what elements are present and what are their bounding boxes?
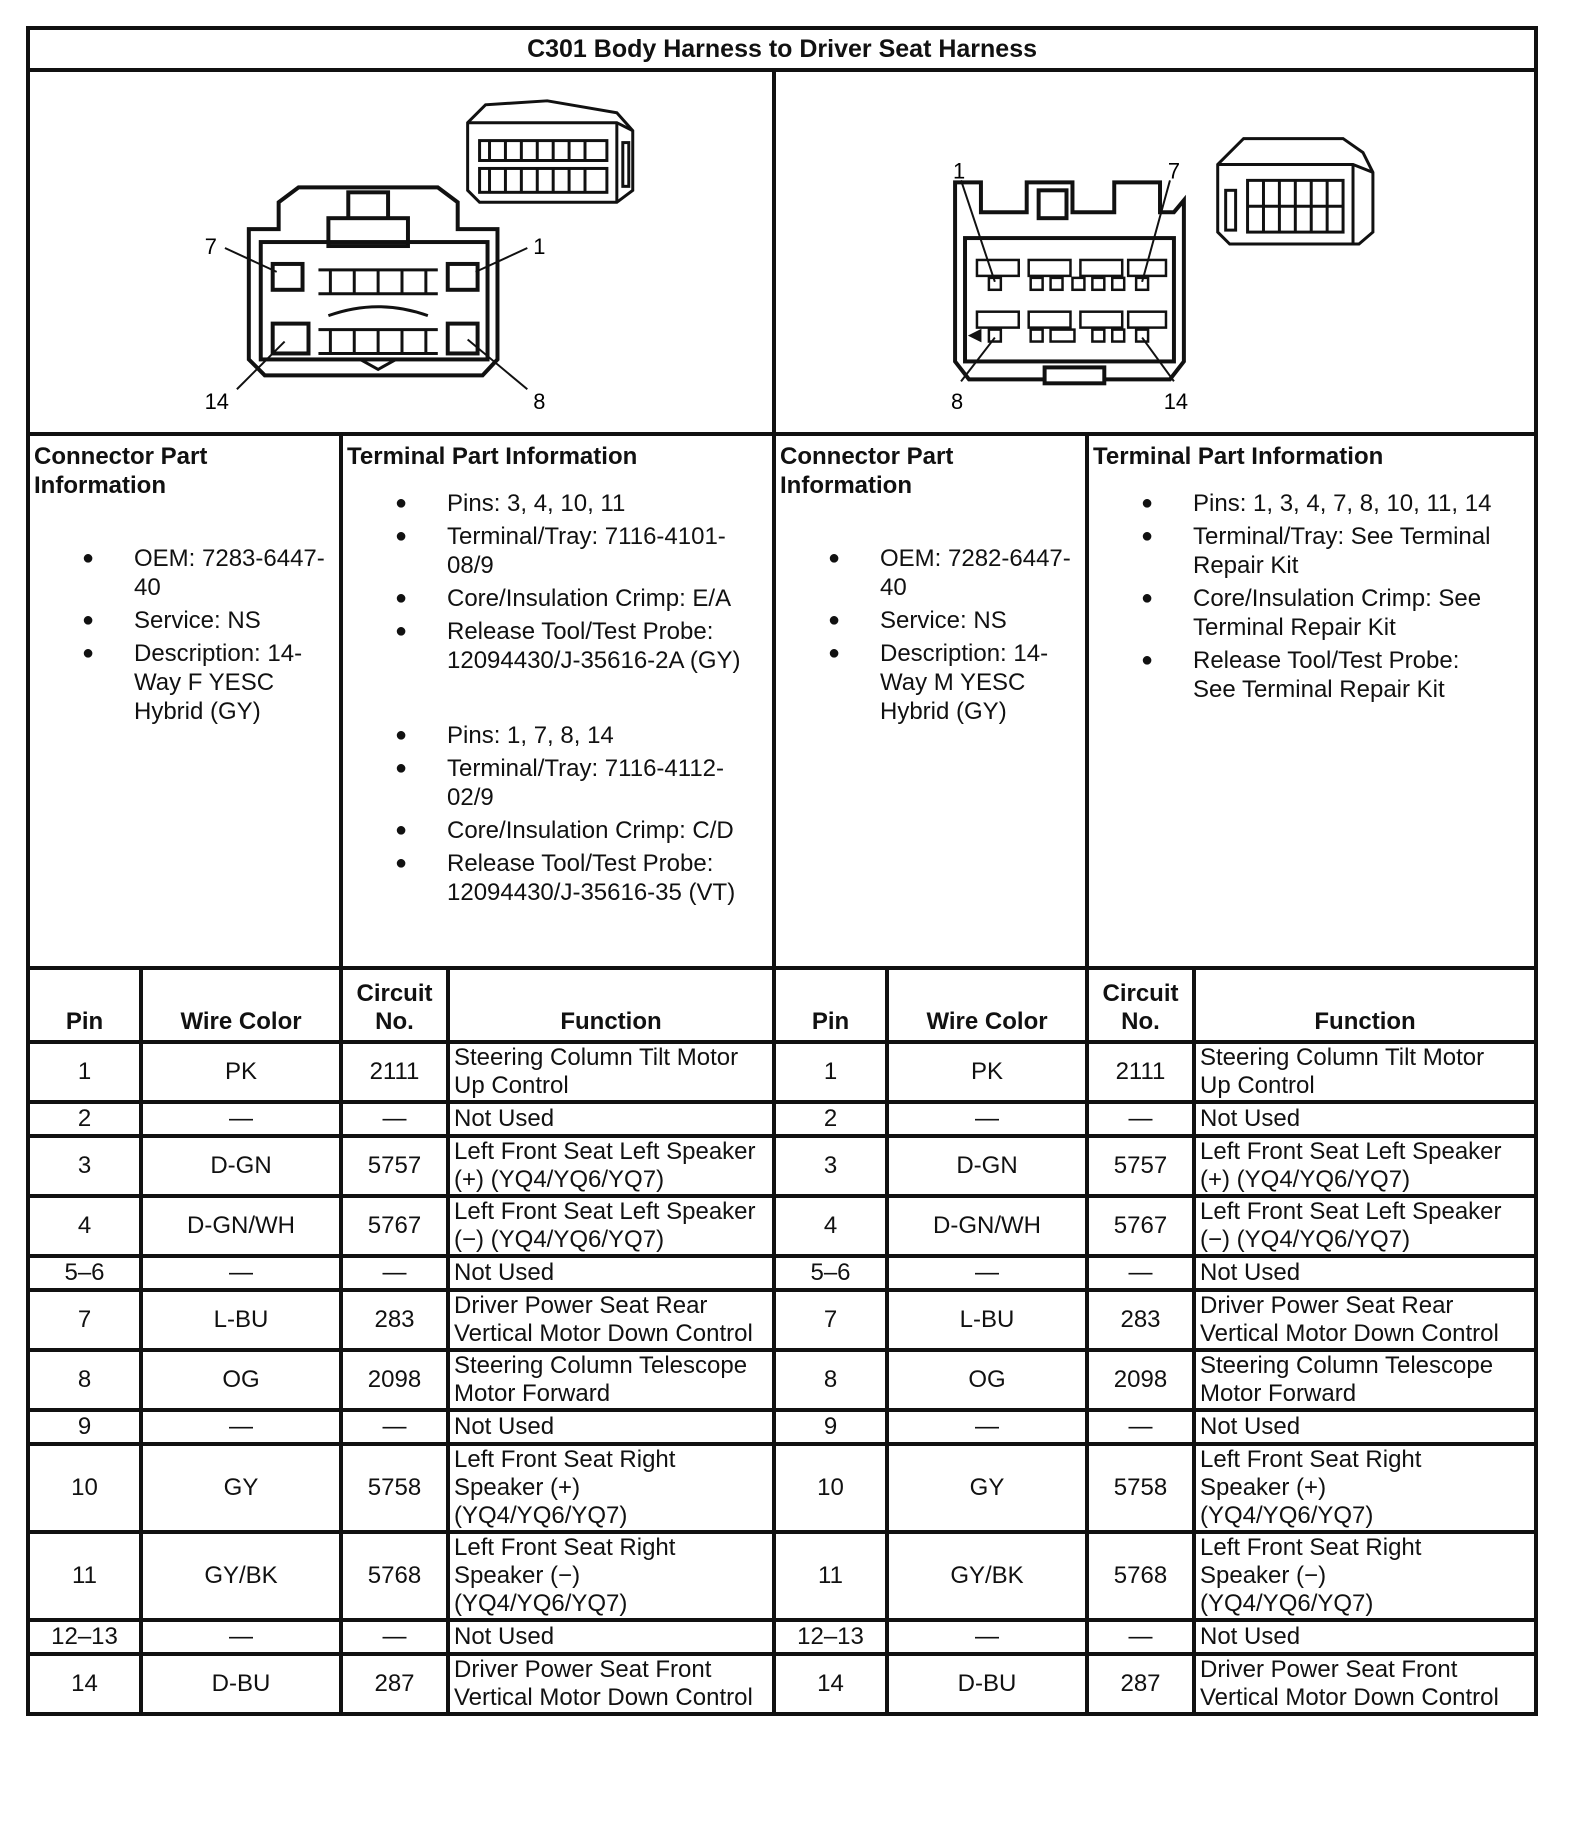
- info-line: Terminal Repair Kit: [1193, 614, 1396, 641]
- table-row: [28, 1350, 1536, 1410]
- wire-color-cell: GY/BK: [887, 1532, 1087, 1620]
- pin-cell: 2: [774, 1102, 887, 1136]
- function-cell: [448, 1290, 774, 1350]
- function-line: Left Front Seat Right: [1200, 1534, 1422, 1561]
- function-cell: [1194, 1350, 1536, 1410]
- connector-part-info-heading: Connector Part Information: [34, 443, 208, 499]
- circuit-cell: —: [1087, 1620, 1194, 1654]
- function-line: Vertical Motor Down Control: [1200, 1320, 1499, 1347]
- function-cell: [1194, 1136, 1536, 1196]
- left-connector-part-info: [28, 434, 341, 968]
- pin-cell: 5–6: [28, 1256, 141, 1290]
- function-line: (YQ4/YQ6/YQ7): [454, 1590, 628, 1617]
- terminal-part-info-heading: Terminal Part Information: [347, 443, 638, 470]
- left-terminal-part-info: [341, 434, 774, 968]
- function-cell: [1194, 1290, 1536, 1350]
- pin-cell: 10: [774, 1444, 887, 1532]
- info-line: Terminal/Tray: See Terminal: [1193, 523, 1491, 550]
- header-function: Function: [448, 968, 774, 1042]
- table-row: [28, 1444, 1536, 1532]
- pin-cell: 9: [28, 1410, 141, 1444]
- info-line: Hybrid (GY): [134, 698, 261, 725]
- info-line: Hybrid (GY): [880, 698, 1007, 725]
- circuit-cell: 5757: [1087, 1136, 1194, 1196]
- info-list-item: [395, 617, 764, 675]
- function-line: Not Used: [454, 1413, 555, 1440]
- function-cell: [1194, 1532, 1536, 1620]
- info-line: OEM: 7283-6447-: [134, 545, 325, 572]
- info-list-item: [82, 606, 331, 635]
- wire-color-cell: PK: [887, 1042, 1087, 1102]
- function-line: Driver Power Seat Rear: [454, 1292, 708, 1319]
- connector-face-male-icon: [776, 72, 1534, 432]
- circuit-cell: 5768: [1087, 1532, 1194, 1620]
- circuit-cell: —: [1087, 1102, 1194, 1136]
- info-line: OEM: 7282-6447-: [880, 545, 1071, 572]
- table-row: [28, 1256, 1536, 1290]
- info-list-item: [395, 816, 764, 845]
- pin-cell: 12–13: [28, 1620, 141, 1654]
- callout-7: 7: [1167, 158, 1181, 184]
- function-cell: [1194, 1102, 1536, 1136]
- wire-color-cell: —: [141, 1256, 341, 1290]
- table-row: [28, 1654, 1536, 1714]
- function-line: Left Front Seat Right: [454, 1534, 676, 1561]
- table-title: C301 Body Harness to Driver Seat Harness: [28, 28, 1536, 70]
- info-list-item: [395, 754, 764, 812]
- pin-cell: 10: [28, 1444, 141, 1532]
- function-line: Speaker (−): [454, 1562, 581, 1589]
- connector-iso-icon: [1218, 139, 1373, 244]
- function-line: Steering Column Telescope: [454, 1352, 748, 1379]
- circuit-cell: 5767: [341, 1196, 448, 1256]
- connector-face-body: [249, 187, 498, 375]
- pin-cell: 4: [774, 1196, 887, 1256]
- function-line: Left Front Seat Left Speaker: [1200, 1198, 1502, 1225]
- function-line: Not Used: [1200, 1413, 1301, 1440]
- callout-1: 1: [952, 158, 966, 184]
- function-line: (YQ4/YQ6/YQ7): [1200, 1502, 1374, 1529]
- bullet-icon: ●: [395, 852, 408, 874]
- function-line: (YQ4/YQ6/YQ7): [454, 1502, 628, 1529]
- info-line: 08/9: [447, 552, 494, 579]
- function-cell: [448, 1136, 774, 1196]
- bullet-icon: ●: [395, 724, 408, 746]
- circuit-cell: 5768: [341, 1532, 448, 1620]
- function-line: Left Front Seat Left Speaker: [454, 1138, 756, 1165]
- bullet-icon: ●: [828, 609, 841, 631]
- function-cell: [1194, 1256, 1536, 1290]
- wire-color-cell: GY: [141, 1444, 341, 1532]
- function-line: Not Used: [1200, 1623, 1301, 1650]
- left-connector-diagram: [28, 70, 774, 434]
- callout-7: 7: [204, 233, 217, 259]
- info-line: Core/Insulation Crimp: See: [1193, 585, 1482, 612]
- function-line: Speaker (+): [1200, 1474, 1327, 1501]
- function-line: Up Control: [1200, 1072, 1315, 1099]
- circuit-cell: 283: [1087, 1290, 1194, 1350]
- info-line: 40: [134, 574, 161, 601]
- function-line: Not Used: [454, 1105, 555, 1132]
- connector-face-female-icon: [30, 72, 772, 432]
- pin-cell: 4: [28, 1196, 141, 1256]
- callout-14: 14: [204, 389, 229, 415]
- terminal-info-list-group-1: [1089, 489, 1534, 704]
- function-line: (YQ4/YQ6/YQ7): [1200, 1590, 1374, 1617]
- callout-14: 14: [1163, 389, 1189, 415]
- circuit-cell: 287: [1087, 1654, 1194, 1714]
- function-line: Driver Power Seat Front: [454, 1656, 712, 1683]
- table-row: [28, 1410, 1536, 1444]
- table-row: [28, 1042, 1536, 1102]
- callout-8: 8: [533, 389, 546, 415]
- info-line: Description: 14-: [880, 640, 1049, 667]
- info-line: 40: [880, 574, 907, 601]
- info-list-item: [82, 544, 331, 602]
- pin-cell: 9: [774, 1410, 887, 1444]
- function-line: Not Used: [1200, 1259, 1301, 1286]
- function-cell: [448, 1620, 774, 1654]
- function-line: (+) (YQ4/YQ6/YQ7): [454, 1166, 665, 1193]
- info-line: Service: NS: [134, 607, 261, 634]
- function-line: Driver Power Seat Front: [1200, 1656, 1458, 1683]
- info-list-item: [1141, 522, 1526, 580]
- info-line: Release Tool/Test Probe:: [1193, 647, 1460, 674]
- right-connector-diagram: [774, 70, 1536, 434]
- bullet-icon: ●: [395, 492, 408, 514]
- function-line: Not Used: [454, 1259, 555, 1286]
- bullet-icon: ●: [395, 620, 408, 642]
- circuit-cell: 283: [341, 1290, 448, 1350]
- info-line: 12094430/J-35616-35 (VT): [447, 879, 736, 906]
- info-line: 02/9: [447, 784, 494, 811]
- info-list-item: [828, 639, 1077, 726]
- table-row: [28, 1290, 1536, 1350]
- wire-color-cell: —: [141, 1620, 341, 1654]
- function-cell: [448, 1532, 774, 1620]
- wire-color-cell: —: [141, 1410, 341, 1444]
- header-pin: Pin: [28, 968, 141, 1042]
- circuit-cell: —: [341, 1256, 448, 1290]
- right-terminal-part-info: [1087, 434, 1536, 968]
- circuit-cell: 2111: [341, 1042, 448, 1102]
- info-line: Terminal/Tray: 7116-4112-: [447, 755, 725, 782]
- header-wire-color: Wire Color: [887, 968, 1087, 1042]
- header-circuit-no: Circuit No.: [341, 968, 448, 1042]
- info-line: Way M YESC: [880, 669, 1026, 696]
- right-connector-part-info: [774, 434, 1087, 968]
- terminal-part-info-heading: Terminal Part Information: [1093, 443, 1384, 470]
- function-cell: [448, 1350, 774, 1410]
- wire-color-cell: D-GN/WH: [887, 1196, 1087, 1256]
- pin-cell: 2: [28, 1102, 141, 1136]
- function-cell: [448, 1410, 774, 1444]
- bullet-icon: ●: [82, 642, 95, 664]
- pin-cell: 5–6: [774, 1256, 887, 1290]
- wire-color-cell: D-BU: [141, 1654, 341, 1714]
- info-list-item: [395, 849, 764, 907]
- connector-iso-icon: [468, 101, 633, 202]
- pin-cell: 12–13: [774, 1620, 887, 1654]
- circuit-cell: 2098: [341, 1350, 448, 1410]
- pin-cell: 14: [28, 1654, 141, 1714]
- pin-cell: 7: [28, 1290, 141, 1350]
- function-line: Steering Column Tilt Motor: [1200, 1044, 1485, 1071]
- bullet-icon: ●: [828, 547, 841, 569]
- wire-color-cell: —: [887, 1620, 1087, 1654]
- function-line: Vertical Motor Down Control: [454, 1320, 753, 1347]
- info-line: Core/Insulation Crimp: E/A: [447, 585, 732, 612]
- circuit-cell: 2098: [1087, 1350, 1194, 1410]
- function-cell: [1194, 1042, 1536, 1102]
- function-line: Speaker (+): [454, 1474, 581, 1501]
- table-row: [28, 1136, 1536, 1196]
- wire-color-cell: —: [887, 1102, 1087, 1136]
- info-line: Pins: 1, 3, 4, 7, 8, 10, 11, 14: [1193, 490, 1492, 517]
- connector-info-list: [776, 544, 1085, 726]
- wire-color-cell: D-BU: [887, 1654, 1087, 1714]
- info-line: See Terminal Repair Kit: [1193, 676, 1445, 703]
- header-pin: Pin: [774, 968, 887, 1042]
- wire-color-cell: OG: [887, 1350, 1087, 1410]
- function-line: Not Used: [1200, 1105, 1301, 1132]
- function-cell: [1194, 1620, 1536, 1654]
- table-row: [28, 1196, 1536, 1256]
- bullet-icon: ●: [1141, 525, 1154, 547]
- wire-color-cell: —: [887, 1256, 1087, 1290]
- circuit-cell: 5767: [1087, 1196, 1194, 1256]
- info-line: Repair Kit: [1193, 552, 1299, 579]
- circuit-cell: 5757: [341, 1136, 448, 1196]
- wire-color-cell: GY/BK: [141, 1532, 341, 1620]
- circuit-cell: —: [1087, 1256, 1194, 1290]
- pin-cell: 8: [28, 1350, 141, 1410]
- function-line: (+) (YQ4/YQ6/YQ7): [1200, 1166, 1411, 1193]
- function-line: Left Front Seat Left Speaker: [454, 1198, 756, 1225]
- header-function: Function: [1194, 968, 1536, 1042]
- pin-cell: 7: [774, 1290, 887, 1350]
- function-line: (−) (YQ4/YQ6/YQ7): [454, 1226, 665, 1253]
- connector-info-list: [30, 544, 339, 726]
- function-line: Up Control: [454, 1072, 569, 1099]
- function-cell: [1194, 1410, 1536, 1444]
- circuit-cell: —: [1087, 1410, 1194, 1444]
- function-line: Vertical Motor Down Control: [1200, 1684, 1499, 1711]
- function-cell: [1194, 1196, 1536, 1256]
- bullet-icon: ●: [1141, 492, 1154, 514]
- bullet-icon: ●: [82, 609, 95, 631]
- function-cell: [448, 1102, 774, 1136]
- circuit-cell: —: [341, 1102, 448, 1136]
- circuit-cell: —: [341, 1410, 448, 1444]
- bullet-icon: ●: [1141, 649, 1154, 671]
- terminal-info-list-group-2: [343, 721, 772, 907]
- function-line: Steering Column Tilt Motor: [454, 1044, 739, 1071]
- circuit-cell: —: [341, 1620, 448, 1654]
- function-cell: [448, 1196, 774, 1256]
- info-list-item: [828, 606, 1077, 635]
- callout-8: 8: [950, 389, 964, 415]
- connector-end-view-table: [26, 26, 1538, 1716]
- info-line: 12094430/J-35616-2A (GY): [447, 647, 741, 674]
- column-header-row: [28, 968, 1536, 1042]
- table-row: [28, 1532, 1536, 1620]
- pin-cell: 8: [774, 1350, 887, 1410]
- function-line: Left Front Seat Right: [454, 1446, 676, 1473]
- header-wire-color: Wire Color: [141, 968, 341, 1042]
- wire-color-cell: D-GN: [141, 1136, 341, 1196]
- info-line: Release Tool/Test Probe:: [447, 618, 714, 645]
- info-list-item: [395, 584, 764, 613]
- info-line: Description: 14-: [134, 640, 303, 667]
- info-line: Pins: 1, 7, 8, 14: [447, 722, 614, 749]
- circuit-cell: 287: [341, 1654, 448, 1714]
- function-cell: [448, 1654, 774, 1714]
- info-list-item: [1141, 646, 1526, 704]
- bullet-icon: ●: [395, 819, 408, 841]
- info-line: Terminal/Tray: 7116-4101-: [447, 523, 726, 550]
- table-row: [28, 1620, 1536, 1654]
- wire-color-cell: D-GN/WH: [141, 1196, 341, 1256]
- wire-color-cell: —: [141, 1102, 341, 1136]
- info-line: Core/Insulation Crimp: C/D: [447, 817, 734, 844]
- pin-cell: 1: [28, 1042, 141, 1102]
- terminal-info-list-group-1: [343, 489, 772, 675]
- function-cell: [448, 1042, 774, 1102]
- function-cell: [448, 1444, 774, 1532]
- wire-color-cell: GY: [887, 1444, 1087, 1532]
- function-line: Steering Column Telescope: [1200, 1352, 1494, 1379]
- info-list-item: [1141, 584, 1526, 642]
- pin-cell: 3: [28, 1136, 141, 1196]
- function-line: Not Used: [454, 1623, 555, 1650]
- info-list-item: [82, 639, 331, 726]
- info-list-item: [395, 721, 764, 750]
- function-line: Motor Forward: [1200, 1380, 1357, 1407]
- pin-cell: 3: [774, 1136, 887, 1196]
- function-line: Speaker (−): [1200, 1562, 1327, 1589]
- circuit-cell: 2111: [1087, 1042, 1194, 1102]
- function-line: Motor Forward: [454, 1380, 611, 1407]
- bullet-icon: ●: [395, 525, 408, 547]
- wire-color-cell: —: [887, 1410, 1087, 1444]
- wire-color-cell: L-BU: [887, 1290, 1087, 1350]
- wire-color-cell: D-GN: [887, 1136, 1087, 1196]
- function-line: Left Front Seat Left Speaker: [1200, 1138, 1502, 1165]
- function-line: Left Front Seat Right: [1200, 1446, 1422, 1473]
- bullet-icon: ●: [828, 642, 841, 664]
- pin-cell: 1: [774, 1042, 887, 1102]
- info-line: Way F YESC: [134, 669, 275, 696]
- circuit-cell: 5758: [341, 1444, 448, 1532]
- info-list-item: [395, 522, 764, 580]
- info-line: Pins: 3, 4, 10, 11: [447, 490, 626, 517]
- function-cell: [1194, 1654, 1536, 1714]
- bullet-icon: ●: [82, 547, 95, 569]
- info-line: Service: NS: [880, 607, 1007, 634]
- bullet-icon: ●: [395, 587, 408, 609]
- circuit-cell: 5758: [1087, 1444, 1194, 1532]
- pin-cell: 11: [774, 1532, 887, 1620]
- function-cell: [448, 1256, 774, 1290]
- table-row: [28, 1102, 1536, 1136]
- pin-cell: 11: [28, 1532, 141, 1620]
- connector-part-info-heading: Connector Part Information: [780, 443, 954, 499]
- info-list-item: [395, 489, 764, 518]
- info-list-item: [828, 544, 1077, 602]
- function-line: Driver Power Seat Rear: [1200, 1292, 1454, 1319]
- function-cell: [1194, 1444, 1536, 1532]
- info-list-item: [1141, 489, 1526, 518]
- wire-color-cell: OG: [141, 1350, 341, 1410]
- function-line: Vertical Motor Down Control: [454, 1684, 753, 1711]
- callout-1: 1: [533, 233, 546, 259]
- info-line: Release Tool/Test Probe:: [447, 850, 714, 877]
- wire-color-cell: L-BU: [141, 1290, 341, 1350]
- function-line: (−) (YQ4/YQ6/YQ7): [1200, 1226, 1411, 1253]
- wire-color-cell: PK: [141, 1042, 341, 1102]
- bullet-icon: ●: [395, 757, 408, 779]
- pin-cell: 14: [774, 1654, 887, 1714]
- header-circuit-no: Circuit No.: [1087, 968, 1194, 1042]
- bullet-icon: ●: [1141, 587, 1154, 609]
